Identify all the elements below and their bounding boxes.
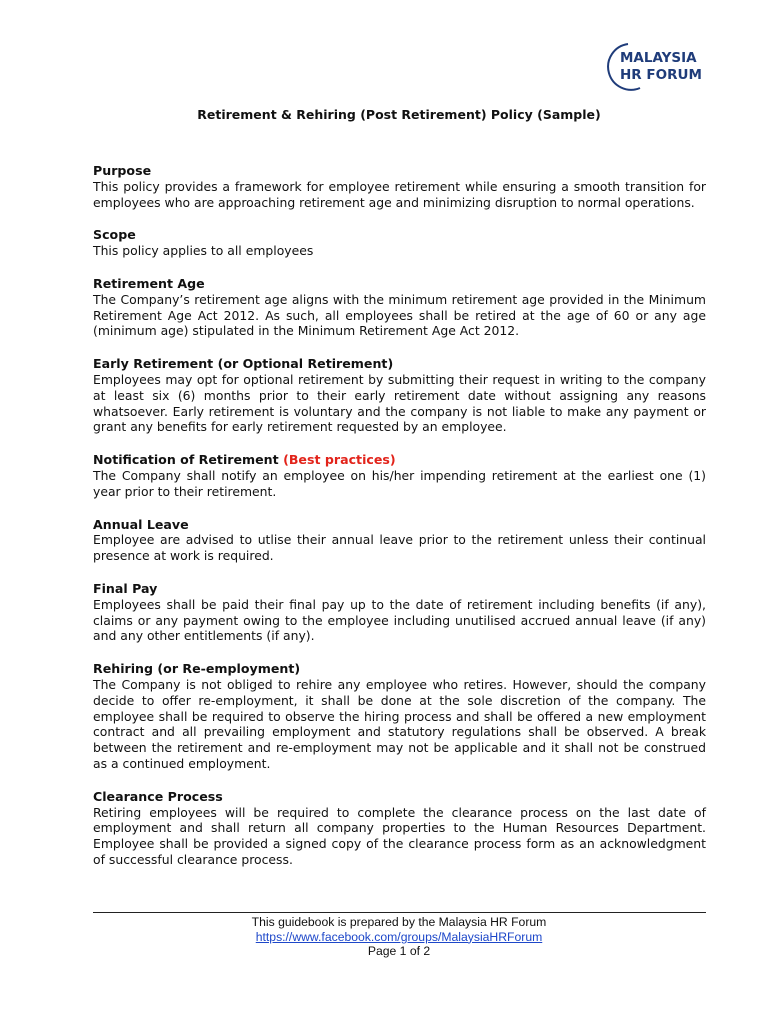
section-rehiring [93, 661, 706, 772]
policy-content [93, 163, 706, 885]
footer-credit: This guidebook is prepared by the Malaysia HR Forum [251, 915, 547, 929]
section-body: Employees may opt for optional retirement by submitting their request in writing to the company at least six (6) months prior to their early retirement date without assigning any reasons whatsoever. Early retirement is voluntary and the company is not liable to make any payment or grant any benefits for early retirement requested by an employee. [93, 371, 706, 435]
section-heading: Final Pay [93, 580, 158, 596]
section-heading: Early Retirement (or Optional Retirement) [93, 356, 394, 372]
section-body: Retiring employees will be required to complete the clearance process on the last date of employment and shall return all company properties to the Human Resources Department. Employee shall be provided a signed copy of the clearance process form as an acknowledgment of successful clearance process. [93, 804, 706, 867]
document-title: Retirement & Rehiring (Post Retirement) Policy (Sample) [197, 107, 601, 122]
section-final-pay [93, 581, 706, 644]
section-annual-leave [93, 517, 706, 564]
section-body: This policy provides a framework for employee retirement while ensuring a smooth transition for employees who are approaching retirement age and minimizing disruption to normal operations. [93, 178, 706, 210]
section-heading: Clearance Process [93, 788, 223, 804]
section-body: Employees shall be paid their final pay up to the date of retirement including benefits (if any), claims or any payment owing to the employee including unutilised accrued annual leave (if any) and any other entitlements (if any). [93, 596, 706, 644]
section-purpose [93, 163, 706, 210]
section-heading: Annual Leave [93, 516, 189, 532]
logo-ring-icon [606, 40, 710, 92]
section-body: The Company’s retirement age aligns with the minimum retirement age provided in the Minimum Retirement Age Act 2012. As such, all employees shall be retired at the age of 60 or any age (minimum age) stipulated in the Minimum Retirement Age Act 2012. [93, 291, 706, 339]
page-number: Page 1 of 2 [367, 944, 431, 958]
section-body: The Company is not obliged to rehire any employee who retires. However, should the company decide to offer re-employment, it shall be done at the sole discretion of the company. The employee shall be required to observe the hiring process and shall be offered a new employment contract and all prevailing employment and statutory regulations shall be observed. A break between the retirement and re-employment may not be applicable and it shall not be construed as a continued employment. [93, 676, 706, 771]
section-heading: Purpose [93, 163, 152, 178]
section-notification-of-retirement [93, 452, 706, 499]
section-heading: Scope [93, 227, 136, 243]
section-body: Employee are advised to utlise their annual leave prior to the retirement unless their continual presence at work is required. [93, 532, 706, 564]
section-body: This policy applies to all employees [93, 243, 314, 259]
section-heading: Rehiring (or Re-employment) [93, 661, 301, 677]
footer-divider [93, 912, 706, 913]
section-body: The Company shall notify an employee on his/her impending retirement at the earliest one (1) year prior to their retirement. [93, 467, 706, 499]
section-retirement-age [93, 276, 706, 339]
logo-text-line1: MALAYSIA [620, 50, 697, 66]
section-clearance-process [93, 789, 706, 868]
footer [0, 915, 768, 959]
section-heading [93, 452, 706, 468]
section-early-retirement [93, 356, 706, 435]
malaysia-hr-forum-logo [606, 40, 710, 92]
best-practices-label: (Best practices) [283, 452, 396, 468]
section-scope [93, 227, 706, 259]
facebook-group-link[interactable]: https://www.facebook.com/groups/MalaysiaHRForum [255, 929, 543, 944]
logo-text-line2: HR FORUM [620, 67, 702, 83]
section-heading: Retirement Age [93, 275, 205, 291]
section-heading-text: Notification of Retirement [93, 452, 279, 468]
